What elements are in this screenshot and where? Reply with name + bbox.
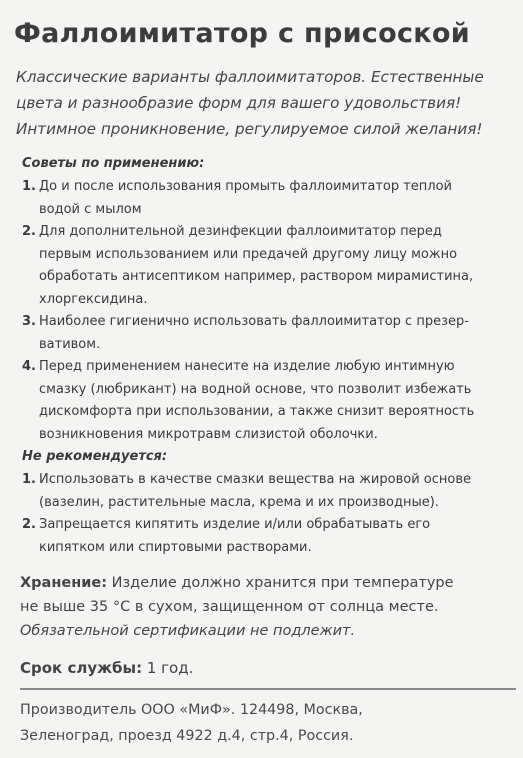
list-item xyxy=(22,176,522,221)
item-text: Перед применением нанесите на изделие любую интимную xyxy=(39,359,455,374)
usage-list xyxy=(22,176,522,446)
item-text: первым использованием или предачей другому лицу можно xyxy=(39,246,458,262)
item-text: хлоргексидина. xyxy=(39,291,148,307)
item-number: 1. xyxy=(22,179,36,194)
item-number: 4. xyxy=(22,359,36,374)
item-number: 1. xyxy=(22,472,36,487)
divider xyxy=(20,688,516,690)
intro-text xyxy=(16,64,516,142)
item-number: 3. xyxy=(22,314,36,329)
storage-line xyxy=(20,571,520,595)
intro-line: цвета и разнообразие форм для вашего удовольствия! xyxy=(16,94,462,112)
manufacturer-line: Производитель ООО «МиФ». 124498, Москва, xyxy=(20,702,363,718)
item-text: водой с мылом xyxy=(39,201,142,217)
item-number: 2. xyxy=(22,517,36,532)
item-text: Наиболее гигиенично использовать фаллоимитатор с презер- xyxy=(39,314,469,329)
list-item xyxy=(22,356,522,446)
intro-line: Интимное проникновение, регулируемое силой желания! xyxy=(16,120,483,138)
manufacturer-line: Зеленоград, проезд 4922 д.4, стр.4, Россия. xyxy=(20,728,354,744)
item-text: вативом. xyxy=(39,336,101,352)
item-text: смазку (любрикант) на водной основе, что позволит избежать xyxy=(39,381,472,397)
list-item xyxy=(22,221,522,311)
item-text: кипятком или спиртовыми растворами. xyxy=(39,539,312,555)
not-recommended-heading: Не рекомендуется: xyxy=(22,449,168,464)
certification-note: Обязательной сертификации не подлежит. xyxy=(20,623,356,639)
item-text: (вазелин, растительные масла, крема и их производные). xyxy=(39,494,439,510)
item-text: Запрещается кипятить изделие и/или обрабатывать его xyxy=(39,517,431,532)
storage-text: Изделие должно хранится при температуре xyxy=(111,575,454,591)
item-text: До и после использования промыть фаллоимитатор теплой xyxy=(39,179,453,194)
item-text: дискомфорта при использовании, а также снизит вероятность xyxy=(39,404,475,419)
list-item xyxy=(22,469,522,514)
item-number: 2. xyxy=(22,224,36,239)
intro-line: Классические варианты фаллоимитаторов. Естественные xyxy=(16,68,484,86)
storage-label: Хранение: xyxy=(20,575,108,591)
item-text: Использовать в качестве смазки вещества на жировой основе xyxy=(39,472,471,487)
service-life-label: Срок службы: xyxy=(20,659,143,677)
not-recommended-list xyxy=(22,469,522,559)
service-life xyxy=(20,659,193,677)
service-life-value: 1 год. xyxy=(146,659,194,677)
list-item xyxy=(22,514,522,559)
item-text: Для дополнительной дезинфекции фаллоимитатор перед xyxy=(39,224,442,239)
list-item xyxy=(22,311,522,356)
item-text: возникновения микротравм слизистой оболочки. xyxy=(39,426,378,442)
storage-line: не выше 35 °С в сухом, защищенном от солнца месте. xyxy=(20,599,439,615)
page-title: Фаллоимитатор с присоской xyxy=(14,18,470,49)
item-text: обработать антисептиком например, раствором мирамистина, xyxy=(39,269,474,284)
usage-heading: Советы по применению: xyxy=(22,156,205,171)
manufacturer-info xyxy=(20,697,520,749)
storage-info xyxy=(20,571,520,643)
